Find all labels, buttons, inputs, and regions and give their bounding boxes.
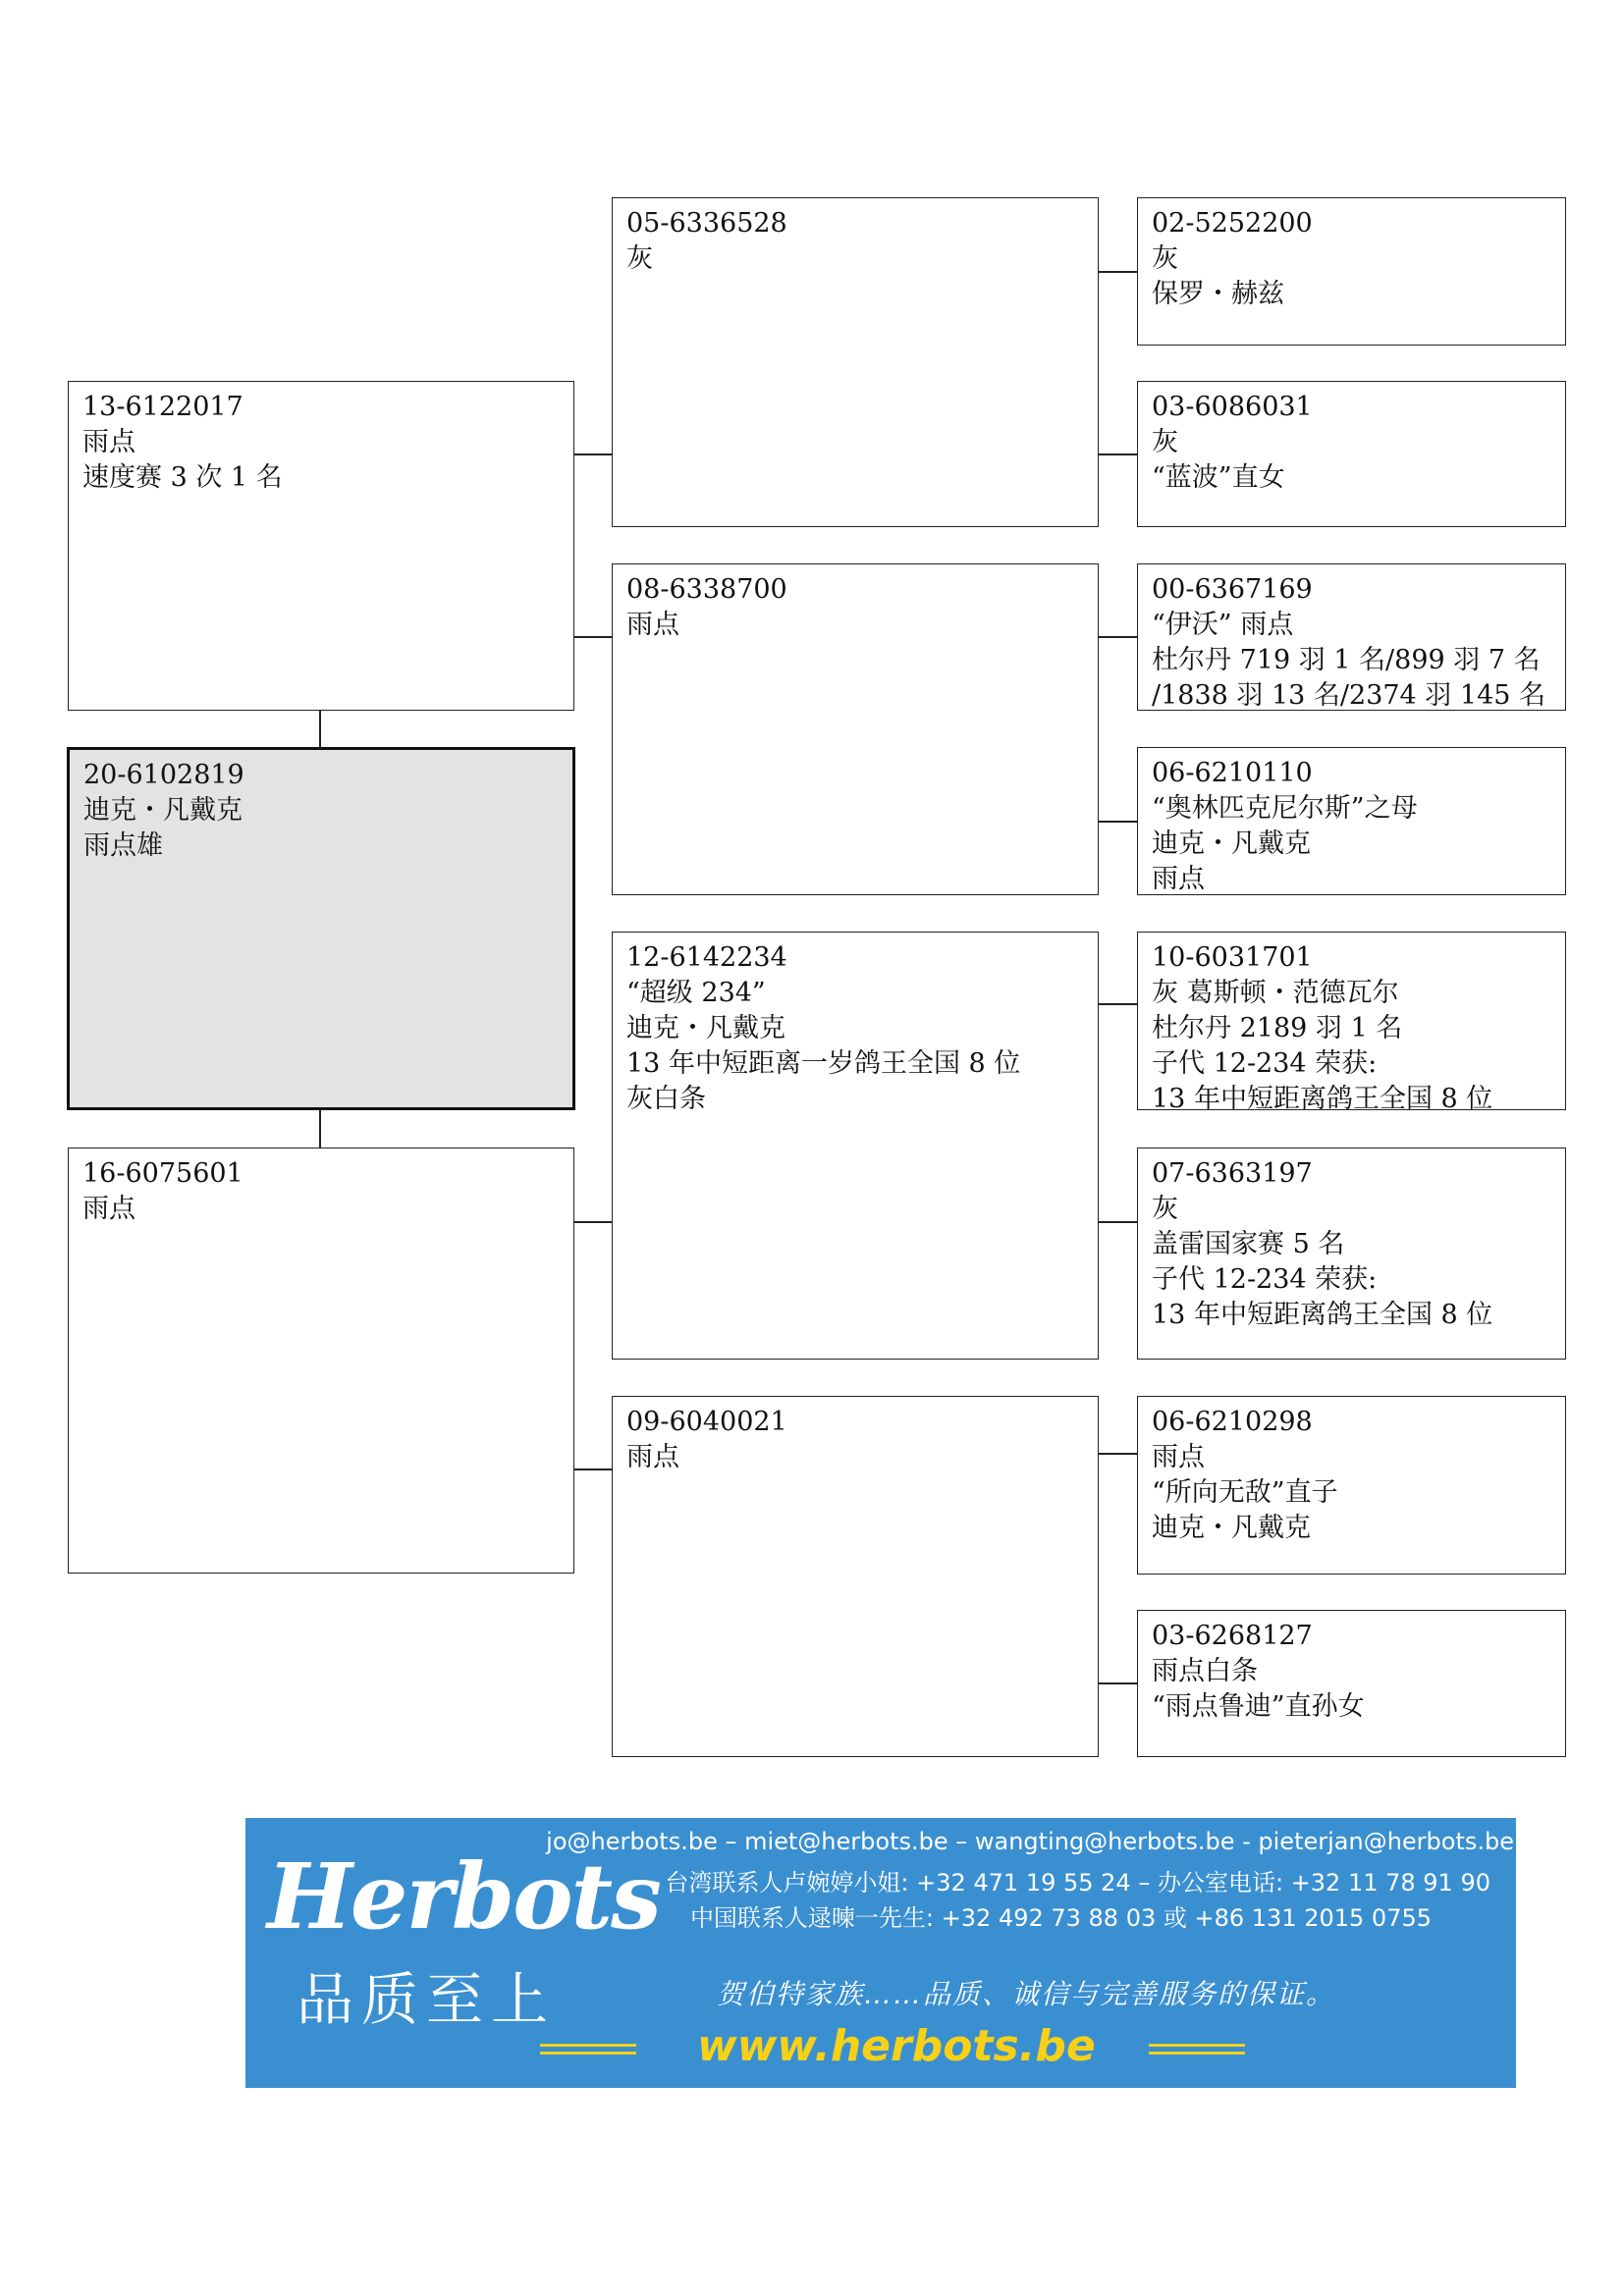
pedigree-line: 雨点 bbox=[1152, 864, 1205, 894]
pedigree-line: 雨点 bbox=[626, 1442, 679, 1472]
ring-number: 13-6122017 bbox=[82, 392, 244, 422]
ring-number: 00-6367169 bbox=[1152, 574, 1313, 605]
connector bbox=[573, 454, 613, 455]
pedigree-line: 迪克・凡戴克 bbox=[1152, 1513, 1311, 1543]
ancestor-box-7 bbox=[1137, 1396, 1566, 1575]
pedigree-line: 13 年中短距离鸽王全国 8 位 bbox=[1152, 1084, 1493, 1114]
website-link[interactable]: www.herbots.be bbox=[697, 2021, 1096, 2071]
pedigree-line: /1838 羽 13 名/2374 羽 145 名 bbox=[1152, 680, 1546, 711]
divider bbox=[540, 2044, 636, 2047]
connector bbox=[319, 709, 321, 748]
connector bbox=[1098, 1682, 1137, 1684]
connector bbox=[573, 1221, 613, 1223]
pedigree-line: 灰白条 bbox=[626, 1084, 706, 1114]
pedigree-line: 雨点白条 bbox=[1152, 1656, 1258, 1686]
pedigree-line: 保罗・赫兹 bbox=[1152, 279, 1284, 309]
pedigree-line: 13 年中短距离一岁鸽王全国 8 位 bbox=[626, 1048, 1021, 1079]
ring-number: 03-6086031 bbox=[1152, 392, 1313, 422]
pedigree-line: 灰 bbox=[626, 243, 653, 274]
pedigree-line: 杜尔丹 719 羽 1 名/899 羽 7 名 bbox=[1152, 645, 1541, 675]
slogan: 贺伯特家族……品质、诚信与完善服务的保证。 bbox=[717, 1978, 1336, 2010]
pedigree-line: 灰 bbox=[1152, 1194, 1178, 1224]
pedigree-line: “蓝波”直女 bbox=[1152, 462, 1285, 493]
taiwan-contact: 台湾联系人卢婉婷小姐: +32 471 19 55 24 – 办公室电话: +32 11 78 91 90 bbox=[665, 1869, 1490, 1896]
ring-number: 06-6210298 bbox=[1152, 1407, 1313, 1437]
ring-number: 07-6363197 bbox=[1152, 1158, 1313, 1189]
pedigree-line: 雨点雄 bbox=[83, 830, 163, 861]
pedigree-line: 雨点 bbox=[1152, 1442, 1205, 1472]
tagline: 品质至上 bbox=[297, 1966, 557, 2033]
china-contact: 中国联系人逯暕一先生: +32 492 73 88 03 或 +86 131 2015 0755 bbox=[689, 1904, 1432, 1932]
herbots-banner bbox=[245, 1818, 1516, 2088]
ring-number: 08-6338700 bbox=[626, 574, 787, 605]
pedigree-line: “奥林匹克尼尔斯”之母 bbox=[1152, 793, 1418, 824]
ancestor-box-1 bbox=[1137, 197, 1566, 346]
connector bbox=[573, 1468, 613, 1470]
ring-number: 05-6336528 bbox=[626, 208, 787, 239]
connector bbox=[1098, 1003, 1137, 1005]
ancestor-box-6 bbox=[1137, 1148, 1566, 1360]
connector bbox=[573, 636, 613, 638]
pedigree-line: 灰 葛斯顿・范德瓦尔 bbox=[1152, 978, 1399, 1008]
dam-sire-box bbox=[612, 932, 1099, 1360]
pedigree-line: 盖雷国家赛 5 名 bbox=[1152, 1229, 1345, 1259]
pedigree-line: 13 年中短距离鸽王全国 8 位 bbox=[1152, 1300, 1493, 1330]
pedigree-line: “雨点鲁迪”直孙女 bbox=[1152, 1691, 1365, 1722]
connector bbox=[1098, 271, 1137, 273]
dam-dam-box bbox=[612, 1396, 1099, 1757]
ring-number: 02-5252200 bbox=[1152, 208, 1313, 239]
connector bbox=[1098, 1221, 1137, 1223]
ancestor-box-3 bbox=[1137, 563, 1566, 711]
connector bbox=[319, 1109, 321, 1148]
connector bbox=[1098, 821, 1137, 823]
ring-number: 09-6040021 bbox=[626, 1407, 787, 1437]
ring-number: 10-6031701 bbox=[1152, 942, 1313, 973]
pedigree-line: 杜尔丹 2189 羽 1 名 bbox=[1152, 1013, 1403, 1043]
pedigree-line: 灰 bbox=[1152, 427, 1178, 457]
sire-sire-box bbox=[612, 197, 1099, 527]
email-contacts[interactable]: jo@herbots.be – miet@herbots.be – wangting@herbots.be - pieterjan@herbots.be bbox=[546, 1828, 1514, 1855]
pedigree-line: 灰 bbox=[1152, 243, 1178, 274]
ancestor-box-5 bbox=[1137, 932, 1566, 1114]
pedigree-line: “超级 234” bbox=[626, 978, 766, 1008]
sire-box bbox=[68, 381, 574, 711]
connector bbox=[1098, 636, 1137, 638]
ancestor-box-8 bbox=[1137, 1610, 1566, 1757]
pedigree-line: 迪克・凡戴克 bbox=[626, 1013, 785, 1043]
connector bbox=[1098, 454, 1137, 455]
herbots-logo: Herbots bbox=[267, 1843, 660, 1949]
ancestor-box-2 bbox=[1137, 381, 1566, 527]
pedigree-line: 雨点 bbox=[626, 610, 679, 640]
pedigree-line: 子代 12-234 荣获: bbox=[1152, 1264, 1378, 1295]
pedigree-line: 雨点 bbox=[82, 1194, 135, 1224]
ring-number: 12-6142234 bbox=[626, 942, 787, 973]
sire-dam-box bbox=[612, 563, 1099, 895]
pedigree-line: “伊沃” 雨点 bbox=[1152, 610, 1294, 640]
pedigree-line: 子代 12-234 荣获: bbox=[1152, 1048, 1378, 1079]
divider bbox=[540, 2052, 636, 2055]
ring-number: 03-6268127 bbox=[1152, 1621, 1313, 1651]
connector bbox=[1098, 1453, 1137, 1455]
divider bbox=[1149, 2044, 1245, 2047]
pedigree-line: “所向无敌”直子 bbox=[1152, 1477, 1338, 1508]
pedigree-line: 速度赛 3 次 1 名 bbox=[82, 462, 283, 493]
pedigree-line: 雨点 bbox=[82, 427, 135, 457]
pedigree-line: 迪克・凡戴克 bbox=[83, 795, 243, 826]
subject-box bbox=[67, 747, 575, 1110]
ancestor-box-4 bbox=[1137, 747, 1566, 895]
ring-number: 20-6102819 bbox=[83, 760, 244, 790]
ring-number: 06-6210110 bbox=[1152, 758, 1313, 788]
ring-number: 16-6075601 bbox=[82, 1158, 244, 1189]
dam-box bbox=[68, 1148, 574, 1574]
divider bbox=[1149, 2052, 1245, 2055]
pedigree-line: 迪克・凡戴克 bbox=[1152, 828, 1311, 859]
